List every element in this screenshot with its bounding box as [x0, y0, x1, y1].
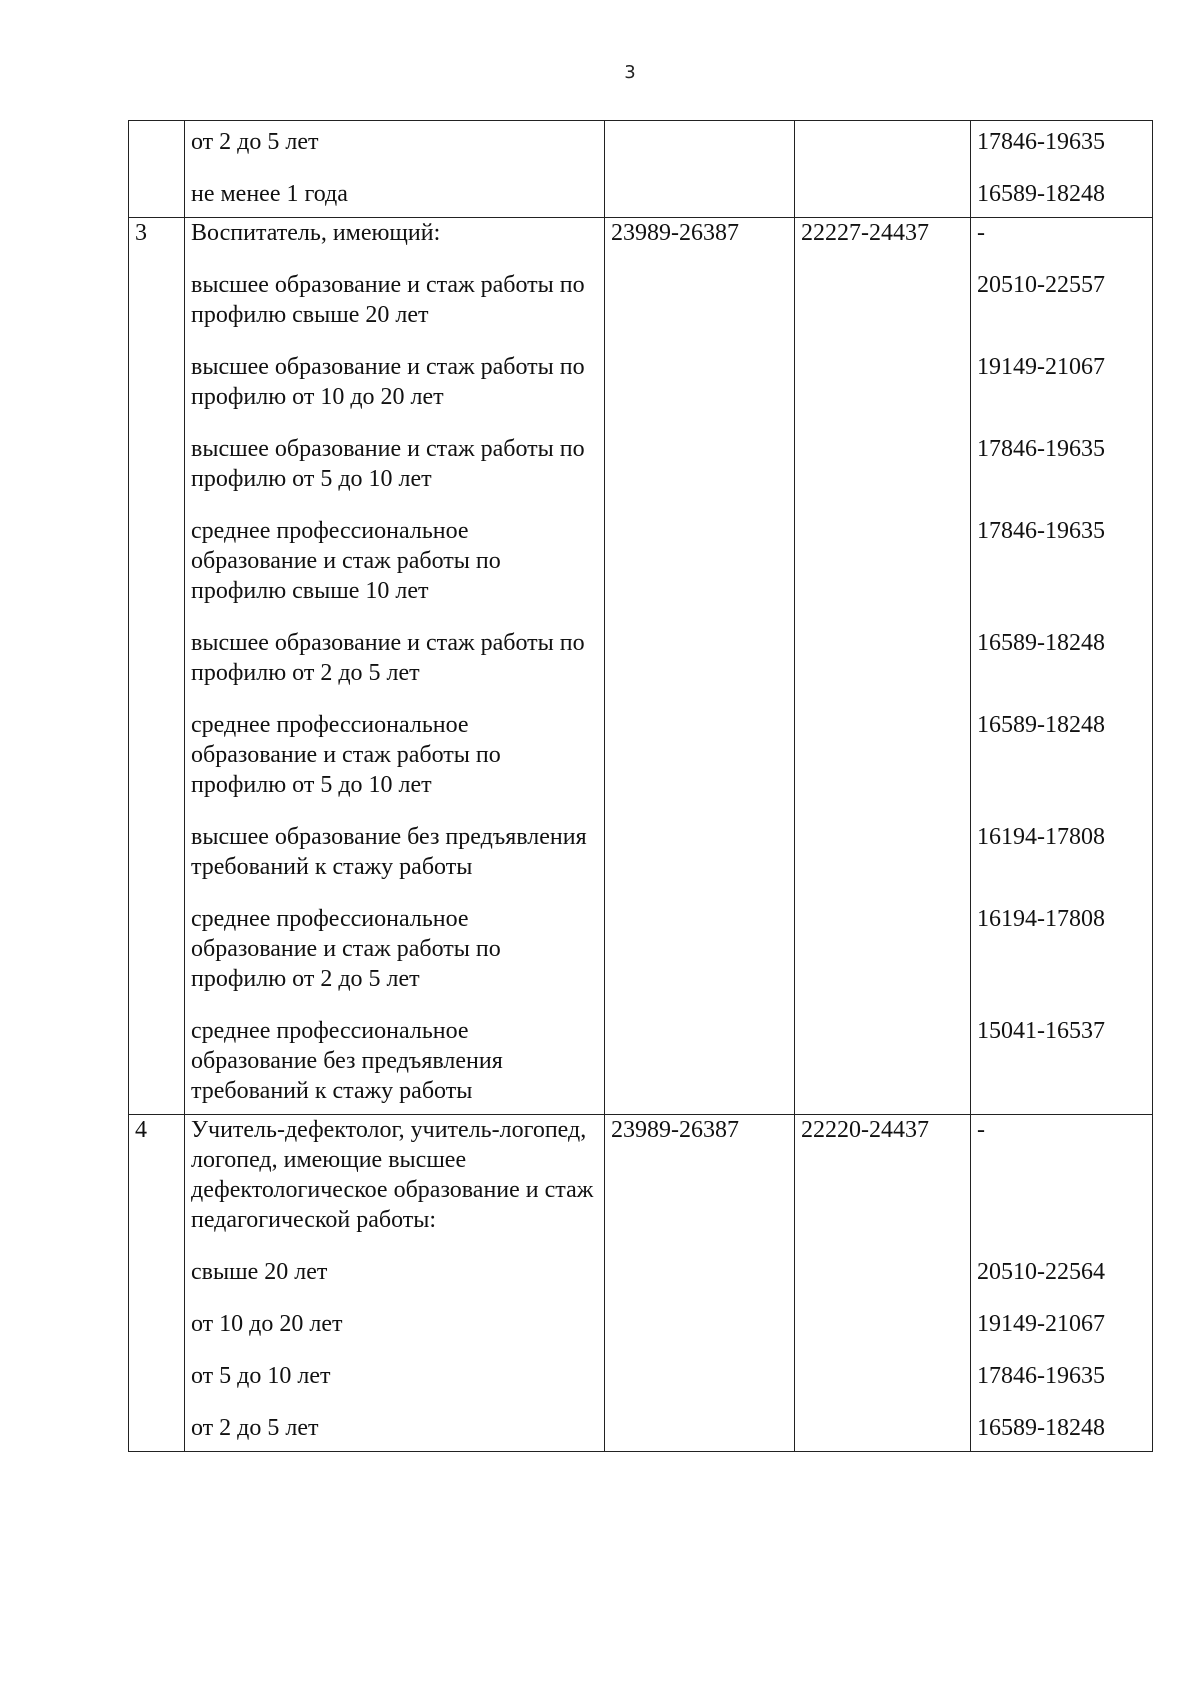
table-row	[129, 179, 1153, 218]
table-row	[129, 822, 1153, 904]
salary-range-col4	[795, 352, 971, 434]
position-description: среднее профессиональное образование и стаж работы по профилю от 5 до 10 лет	[185, 710, 605, 822]
position-description: от 2 до 5 лет	[185, 121, 605, 180]
salary-range-col3	[605, 710, 795, 822]
row-number: 3	[129, 218, 185, 271]
row-number: 4	[129, 1115, 185, 1258]
table-row	[129, 1413, 1153, 1452]
salary-range-col5: 17846-19635	[971, 434, 1153, 516]
position-description: не менее 1 года	[185, 179, 605, 218]
salary-range-col3	[605, 822, 795, 904]
row-number	[129, 352, 185, 434]
salary-range-col3	[605, 628, 795, 710]
salary-range-col5: 20510-22557	[971, 270, 1153, 352]
salary-range-col5: 17846-19635	[971, 121, 1153, 180]
salary-range-col5: 19149-21067	[971, 1309, 1153, 1361]
salary-range-col5: 16589-18248	[971, 1413, 1153, 1452]
salary-range-col3	[605, 904, 795, 1016]
salary-table	[128, 120, 1153, 1452]
row-number	[129, 628, 185, 710]
row-number	[129, 710, 185, 822]
salary-range-col3	[605, 1016, 795, 1115]
row-number	[129, 516, 185, 628]
salary-range-col3: 23989-26387	[605, 218, 795, 271]
salary-range-col5: 15041-16537	[971, 1016, 1153, 1115]
salary-range-col4	[795, 434, 971, 516]
table-row	[129, 710, 1153, 822]
table-row	[129, 121, 1153, 180]
row-number	[129, 179, 185, 218]
salary-range-col3	[605, 1257, 795, 1309]
salary-range-col5: 16194-17808	[971, 822, 1153, 904]
salary-range-col5: -	[971, 218, 1153, 271]
position-description: высшее образование и стаж работы по профилю свыше 20 лет	[185, 270, 605, 352]
salary-range-col3	[605, 121, 795, 180]
salary-range-col3	[605, 1361, 795, 1413]
position-description: высшее образование и стаж работы по профилю от 2 до 5 лет	[185, 628, 605, 710]
salary-range-col4	[795, 628, 971, 710]
salary-range-col5: 16589-18248	[971, 710, 1153, 822]
salary-range-col4	[795, 179, 971, 218]
salary-range-col4	[795, 1257, 971, 1309]
salary-range-col4	[795, 1309, 971, 1361]
table-row	[129, 434, 1153, 516]
salary-range-col4	[795, 1361, 971, 1413]
position-description: от 2 до 5 лет	[185, 1413, 605, 1452]
salary-range-col5: 17846-19635	[971, 516, 1153, 628]
salary-range-col4: 22220-24437	[795, 1115, 971, 1258]
table-row	[129, 270, 1153, 352]
salary-range-col4	[795, 121, 971, 180]
table-row	[129, 628, 1153, 710]
position-description: среднее профессиональное образование без предъявления требований к стажу работы	[185, 1016, 605, 1115]
salary-range-col5: 16589-18248	[971, 179, 1153, 218]
position-description: свыше 20 лет	[185, 1257, 605, 1309]
salary-range-col3	[605, 179, 795, 218]
row-number	[129, 1257, 185, 1309]
position-description: высшее образование и стаж работы по профилю от 10 до 20 лет	[185, 352, 605, 434]
salary-range-col4	[795, 710, 971, 822]
salary-range-col3	[605, 434, 795, 516]
salary-range-col3	[605, 1309, 795, 1361]
table-row	[129, 1361, 1153, 1413]
position-description: высшее образование без предъявления требований к стажу работы	[185, 822, 605, 904]
salary-range-col3	[605, 270, 795, 352]
row-number	[129, 1016, 185, 1115]
row-number	[129, 121, 185, 180]
table-row	[129, 352, 1153, 434]
salary-range-col3	[605, 1413, 795, 1452]
salary-range-col4	[795, 270, 971, 352]
salary-range-col3	[605, 352, 795, 434]
row-number	[129, 822, 185, 904]
salary-range-col5: 20510-22564	[971, 1257, 1153, 1309]
row-number	[129, 904, 185, 1016]
position-description: от 10 до 20 лет	[185, 1309, 605, 1361]
table-row	[129, 516, 1153, 628]
salary-range-col4	[795, 1413, 971, 1452]
row-number	[129, 434, 185, 516]
salary-range-col5: -	[971, 1115, 1153, 1258]
page-number: 3	[624, 62, 636, 83]
table-row	[129, 1115, 1153, 1258]
position-description: высшее образование и стаж работы по профилю от 5 до 10 лет	[185, 434, 605, 516]
table-row	[129, 1257, 1153, 1309]
row-number	[129, 1309, 185, 1361]
salary-range-col3: 23989-26387	[605, 1115, 795, 1258]
table-row	[129, 1309, 1153, 1361]
salary-range-col4: 22227-24437	[795, 218, 971, 271]
position-description: среднее профессиональное образование и стаж работы по профилю свыше 10 лет	[185, 516, 605, 628]
row-number	[129, 1361, 185, 1413]
salary-range-col5: 17846-19635	[971, 1361, 1153, 1413]
table-row	[129, 904, 1153, 1016]
salary-range-col4	[795, 822, 971, 904]
salary-range-col4	[795, 904, 971, 1016]
table-row	[129, 1016, 1153, 1115]
position-description: Учитель-дефектолог, учитель-логопед, логопед, имеющие высшее дефектологическое образование и стаж педагогической работы:	[185, 1115, 605, 1258]
position-description: Воспитатель, имеющий:	[185, 218, 605, 271]
salary-range-col5: 16194-17808	[971, 904, 1153, 1016]
row-number	[129, 1413, 185, 1452]
salary-range-col4	[795, 1016, 971, 1115]
position-description: среднее профессиональное образование и стаж работы по профилю от 2 до 5 лет	[185, 904, 605, 1016]
salary-range-col3	[605, 516, 795, 628]
salary-range-col5: 19149-21067	[971, 352, 1153, 434]
table-row	[129, 218, 1153, 271]
position-description: от 5 до 10 лет	[185, 1361, 605, 1413]
salary-range-col4	[795, 516, 971, 628]
row-number	[129, 270, 185, 352]
salary-range-col5: 16589-18248	[971, 628, 1153, 710]
